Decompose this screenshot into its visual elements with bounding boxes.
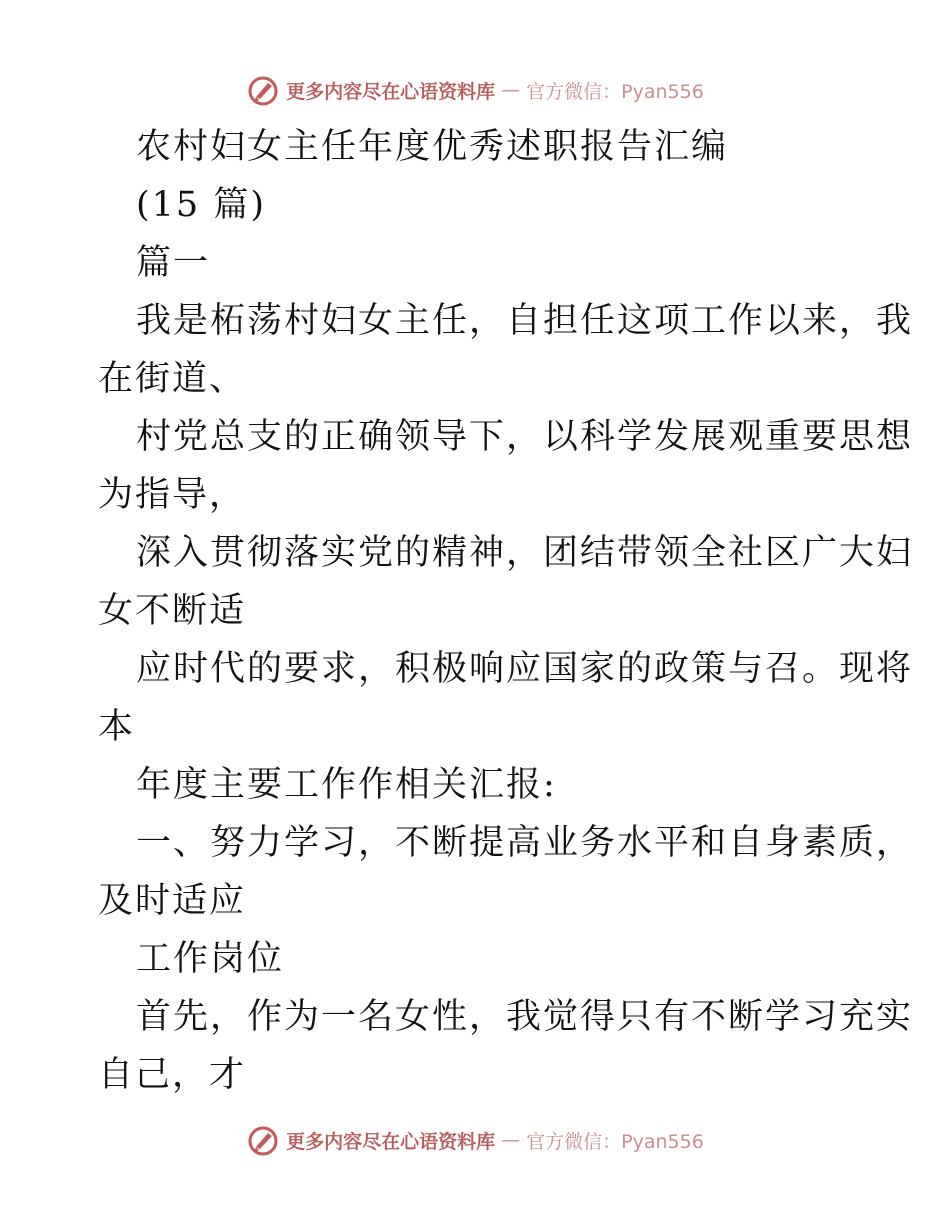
text-line: 及时适应 [98,881,247,921]
document-title: 农村妇女主任年度优秀述职报告汇编 [136,127,729,167]
pen-logo-icon [246,73,280,107]
footer-separator: — [501,1129,521,1151]
text-line: 本 [98,707,136,747]
header-brand-text: 更多内容尽在心语资料库 [286,80,496,103]
document-body [98,118,914,1104]
header-watermark [0,72,950,108]
section-heading: 篇一 [136,243,211,283]
text-line: 我是柘荡村妇女主任，自担任这项工作以来，我 [136,301,914,341]
footer-brand-text: 更多内容尽在心语资料库 [286,1130,496,1153]
text-line: 为指导， [98,475,247,515]
text-line: 一、努力学习，不断提高业务水平和自身素质， [136,823,914,863]
text-line: 自己，才 [98,1055,247,1095]
text-line: 村党总支的正确领导下，以科学发展观重要思想 [136,417,914,457]
text-line: 工作岗位 [136,939,285,979]
text-line: 年度主要工作作相关汇报: [136,765,557,805]
text-line: 在街道、 [98,359,247,399]
paragraph-lines [98,292,914,1104]
document-subtitle: (15 篇) [136,185,266,225]
header-contact-text: 官方微信：Pyan556 [526,80,704,103]
pen-logo-icon [246,1123,280,1157]
text-line: 首先，作为一名女性，我觉得只有不断学习充实 [136,997,914,1037]
text-line: 深入贯彻落实党的精神，团结带领全社区广大妇 [136,533,914,573]
text-line: 女不断适 [98,591,247,631]
footer-contact-text: 官方微信：Pyan556 [526,1130,704,1153]
footer-watermark [0,1122,950,1158]
header-separator: — [501,79,521,101]
text-line: 应时代的要求，积极响应国家的政策与召。现将 [136,649,914,689]
